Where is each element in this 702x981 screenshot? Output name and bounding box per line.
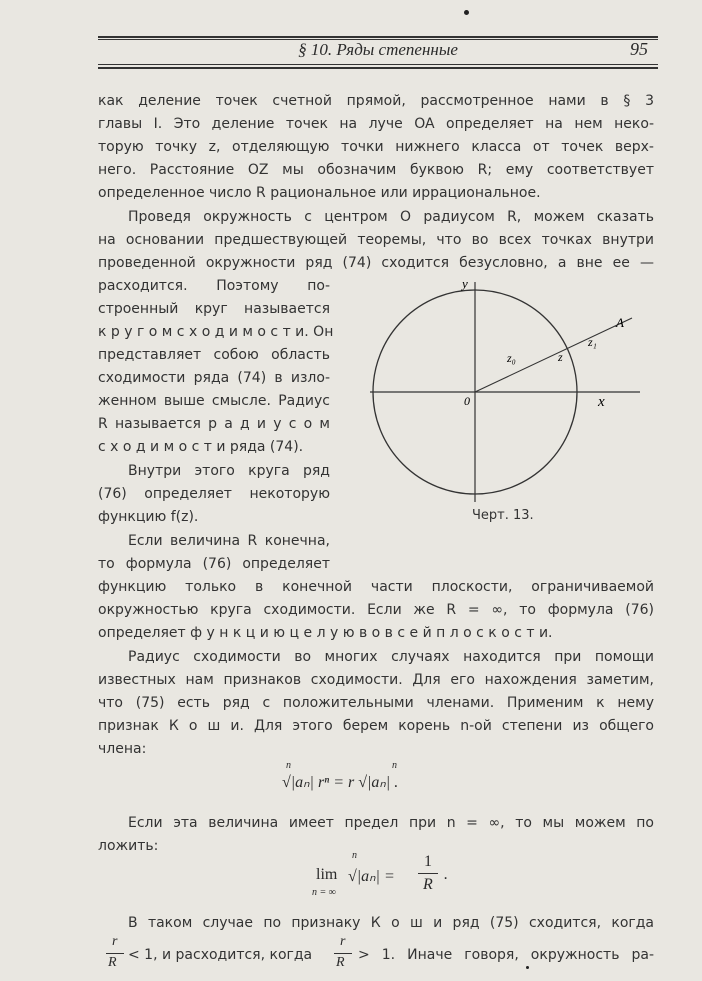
text-line: с х о д и м о с т и ряда (74).: [98, 439, 304, 455]
root-index: n: [392, 760, 397, 771]
text-line: Проведя окружность с центром O радиусом R, можем сказать: [128, 209, 654, 225]
text-line: Радиус сходимости во многих случаях находится при помощи: [128, 649, 654, 665]
text-line: то формула (76) определяет: [98, 556, 330, 572]
text-line: к р у г о м с х о д и м о с т и. Он: [98, 324, 334, 340]
z1-label: z₁: [588, 335, 597, 349]
fraction-denominator: R: [108, 955, 117, 970]
fraction-numerator: r: [340, 934, 346, 949]
text-line: представляет собою область: [98, 347, 330, 363]
root-index: n: [286, 760, 291, 771]
text-line: на основании предшествующей теоремы, что во всех точках внутри: [98, 232, 654, 248]
formula-root: √|aₙ| =: [348, 868, 395, 885]
header-title: § 10. Ряды степенные: [298, 40, 458, 59]
A-label: A: [616, 315, 624, 330]
convergence-circle-figure: [370, 270, 660, 510]
z-label: z: [558, 350, 563, 364]
lim-subscript: n = ∞: [312, 887, 336, 898]
text-line: что (75) есть ряд с положительными членами. Применим к нему: [98, 695, 654, 711]
text-line: функцию только в конечной части плоскости, ограничиваемой: [98, 579, 654, 595]
text-line: сходимости ряда (74) в изло-: [98, 370, 330, 386]
formula-root: √|aₙ| rⁿ = r √|aₙ| .: [282, 774, 399, 791]
ray-OA: [475, 318, 632, 392]
page-number: 95: [630, 39, 648, 59]
text-line: него. Расстояние OZ мы обозначим буквою R; ему соответствует: [98, 162, 654, 178]
text-line: ложить:: [98, 838, 159, 854]
text-line: определяет ф у н к ц и ю ц е л у ю в о в с е й п л о с к о с т и.: [98, 625, 553, 641]
text-line: главы I. Это деление точек на луче OA определяет на нем неко-: [98, 116, 654, 132]
text-line: проведенной окружности ряд (74) сходится безусловно, а вне ее —: [98, 255, 654, 271]
fraction-numerator: r: [112, 934, 118, 949]
text-line: > 1. Иначе говоря, окружность ра-: [358, 947, 654, 963]
text-line: строенный круг называется: [98, 301, 330, 317]
lim-symbol: lim: [316, 866, 338, 883]
figure-caption: Черт. 13.: [472, 508, 534, 523]
text-line: расходится. Поэтому по-: [98, 278, 330, 294]
text-line: члена:: [98, 741, 147, 757]
text-line: < 1, и расходится, когда: [128, 947, 313, 963]
z0-label: z₀: [507, 351, 516, 365]
fraction-denominator: R: [423, 876, 433, 893]
text-line: известных нам признаков сходимости. Для его нахождения заметим,: [98, 672, 654, 688]
text-line: Если эта величина имеет предел при n = ∞, то мы можем по: [128, 815, 654, 831]
origin-label: 0: [464, 394, 470, 408]
y-label: y: [462, 276, 468, 291]
fraction-numerator: 1: [424, 853, 432, 870]
running-header: [98, 36, 658, 70]
root-index: n: [352, 850, 357, 861]
text-line: функцию f(z).: [98, 509, 199, 525]
top-mark: [464, 10, 469, 15]
text-line: Если величина R конечна,: [128, 533, 330, 549]
text-line: торую точку z, отделяющую точки нижнего класса от точек верх-: [98, 139, 654, 155]
text-line: (76) определяет некоторую: [98, 486, 330, 502]
text-line: признак К о ш и. Для этого берем корень n-ой степени из общего: [98, 718, 654, 734]
text-line: R называется р а д и у с о м: [98, 416, 330, 432]
text-line: определенное число R рациональное или иррациональное.: [98, 185, 541, 201]
text-line: окружностью круга сходимости. Если же R = ∞, то формула (76): [98, 602, 654, 618]
text-line: В таком случае по признаку К о ш и ряд (75) сходится, когда: [128, 915, 654, 931]
text-line: женном выше смысле. Радиус: [98, 393, 330, 409]
bottom-mark: [526, 966, 529, 969]
text-line: как деление точек счетной прямой, рассмотренное нами в § 3: [98, 93, 654, 109]
x-label: x: [598, 394, 605, 410]
book-page: § 10. Ряды степенные 95 как деление точек счетной прямой, рассмотренное нами в § 3 главы I. Это деление точек на луче OA определяет на нем неко- торую точку z, отделяющую точки нижнего класса от точек верх- него. Расстояние OZ мы обозначим буквою R; ему соответствует определенное число R рациональное или иррациональное. Проведя окружность с центром O радиусом R, можем сказать на основании предшествующей теоремы, что во всех точках внутри проведенной окружности ряд (74) сходится безусловно, а вне ее — расходится. Поэтому по- строенный круг называется к р у г о м с х о д и м о с т и. Он представляет собою область сходимости ряда (74) в изло- женном выше смысле. Радиус R называется р а д и у с о м с х о д и м о с т и ряда (74). Внутри этого круга ряд (76) определяет некоторую функцию f(z). Если величина R конечна, то формула (76) определяет функцию только в конечной части плоскости, ограничиваемой окружностью круга сходимости. Если же R = ∞, то формула (76) определяет ф у н к ц и ю ц е л у ю в о в с е й п л о с к о с т и. Радиус сходимости во многих случаях находится при помощи известных нам признаков сходимости. Для его нахождения заметим, что (75) есть ряд с положительными членами. Применим к нему признак К о ш и. Для этого берем корень n-ой степени из общего члена: n n √|aₙ| rⁿ = r √|aₙ| . Если эта величина имеет предел при n = ∞, то мы можем по ложить: n lim n = ∞ √|aₙ| = 1 R . В таком случае по признаку К о ш и ряд (75) сходится, когда r R < 1, и расходится, когда r R > 1. Иначе говоря, окружность ра- y x 0 A z₀ z z₁ Черт. 13.: [0, 0, 702, 981]
fraction-denominator: R: [336, 955, 345, 970]
text-line: Внутри этого круга ряд: [128, 463, 330, 479]
